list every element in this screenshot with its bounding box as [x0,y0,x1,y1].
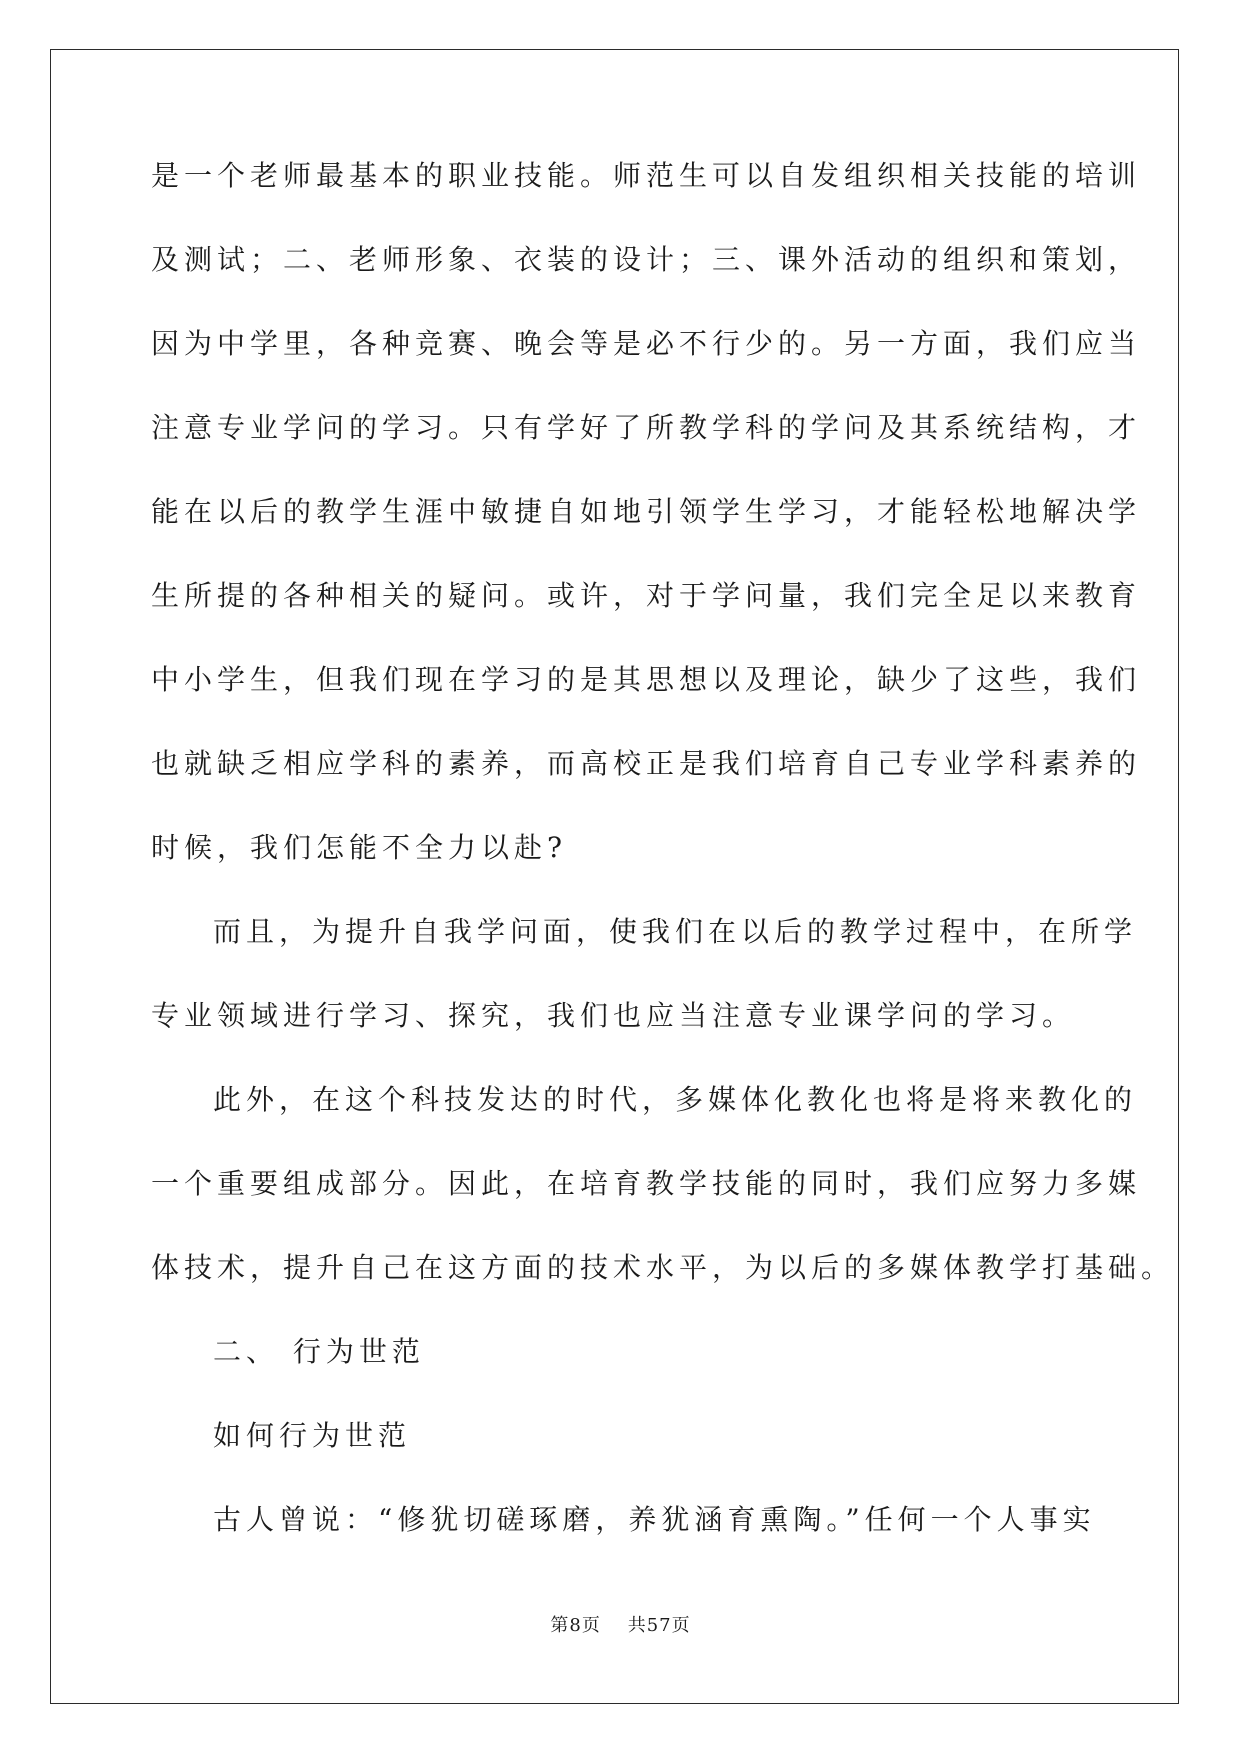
paragraph-start-line: 此外，在这个科技发达的时代，多媒体化教化也将是将来教化的 [213,1083,1138,1116]
text-line: 中小学生，但我们现在学习的是其思想以及理论，缺少了这些，我们 [151,663,1142,696]
text-line: 也就缺乏相应学科的素养，而高校正是我们培育自己专业学科素养的 [151,747,1142,780]
footer-spacer [601,1615,628,1636]
text-line: 因为中学里，各种竞赛、晚会等是必不行少的。另一方面，我们应当 [151,327,1142,360]
text-line: 注意专业学问的学习。只有学好了所教学科的学问及其系统结构，才 [151,411,1142,444]
total-pages: 共57页 [627,1615,691,1636]
page-footer [0,1615,1241,1637]
section-heading: 二、 行为世范 [213,1335,425,1368]
text-line: 能在以后的教学生涯中敏捷自如地引领学生学习，才能轻松地解决学 [151,495,1142,528]
paragraph-start-line: 而且，为提升自我学问面，使我们在以后的教学过程中，在所学 [213,915,1138,948]
page-number: 第8页 [550,1615,601,1636]
text-line: 一个重要组成部分。因此，在培育教学技能的同时，我们应努力多媒 [151,1167,1142,1200]
text-line: 体技术，提升自己在这方面的技术水平，为以后的多媒体教学打基础。 [151,1251,1175,1284]
document-body [151,159,1175,1588]
text-line: 生所提的各种相关的疑问。或许，对于学问量，我们完全足以来教育 [151,579,1142,612]
text-line: 是一个老师最基本的职业技能。师范生可以自发组织相关技能的培训 [151,159,1142,192]
subsection-heading: 如何行为世范 [213,1419,412,1452]
text-line: 时候，我们怎能不全力以赴? [151,831,568,864]
text-line: 专业领域进行学习、探究，我们也应当注意专业课学问的学习。 [151,999,1076,1032]
text-line: 及测试；二、老师形象、衣装的设计；三、课外活动的组织和策划， [151,243,1142,276]
paragraph-start-line: 古人曾说：“修犹切磋琢磨，养犹涵育熏陶。”任何一个人事实 [213,1503,1096,1536]
